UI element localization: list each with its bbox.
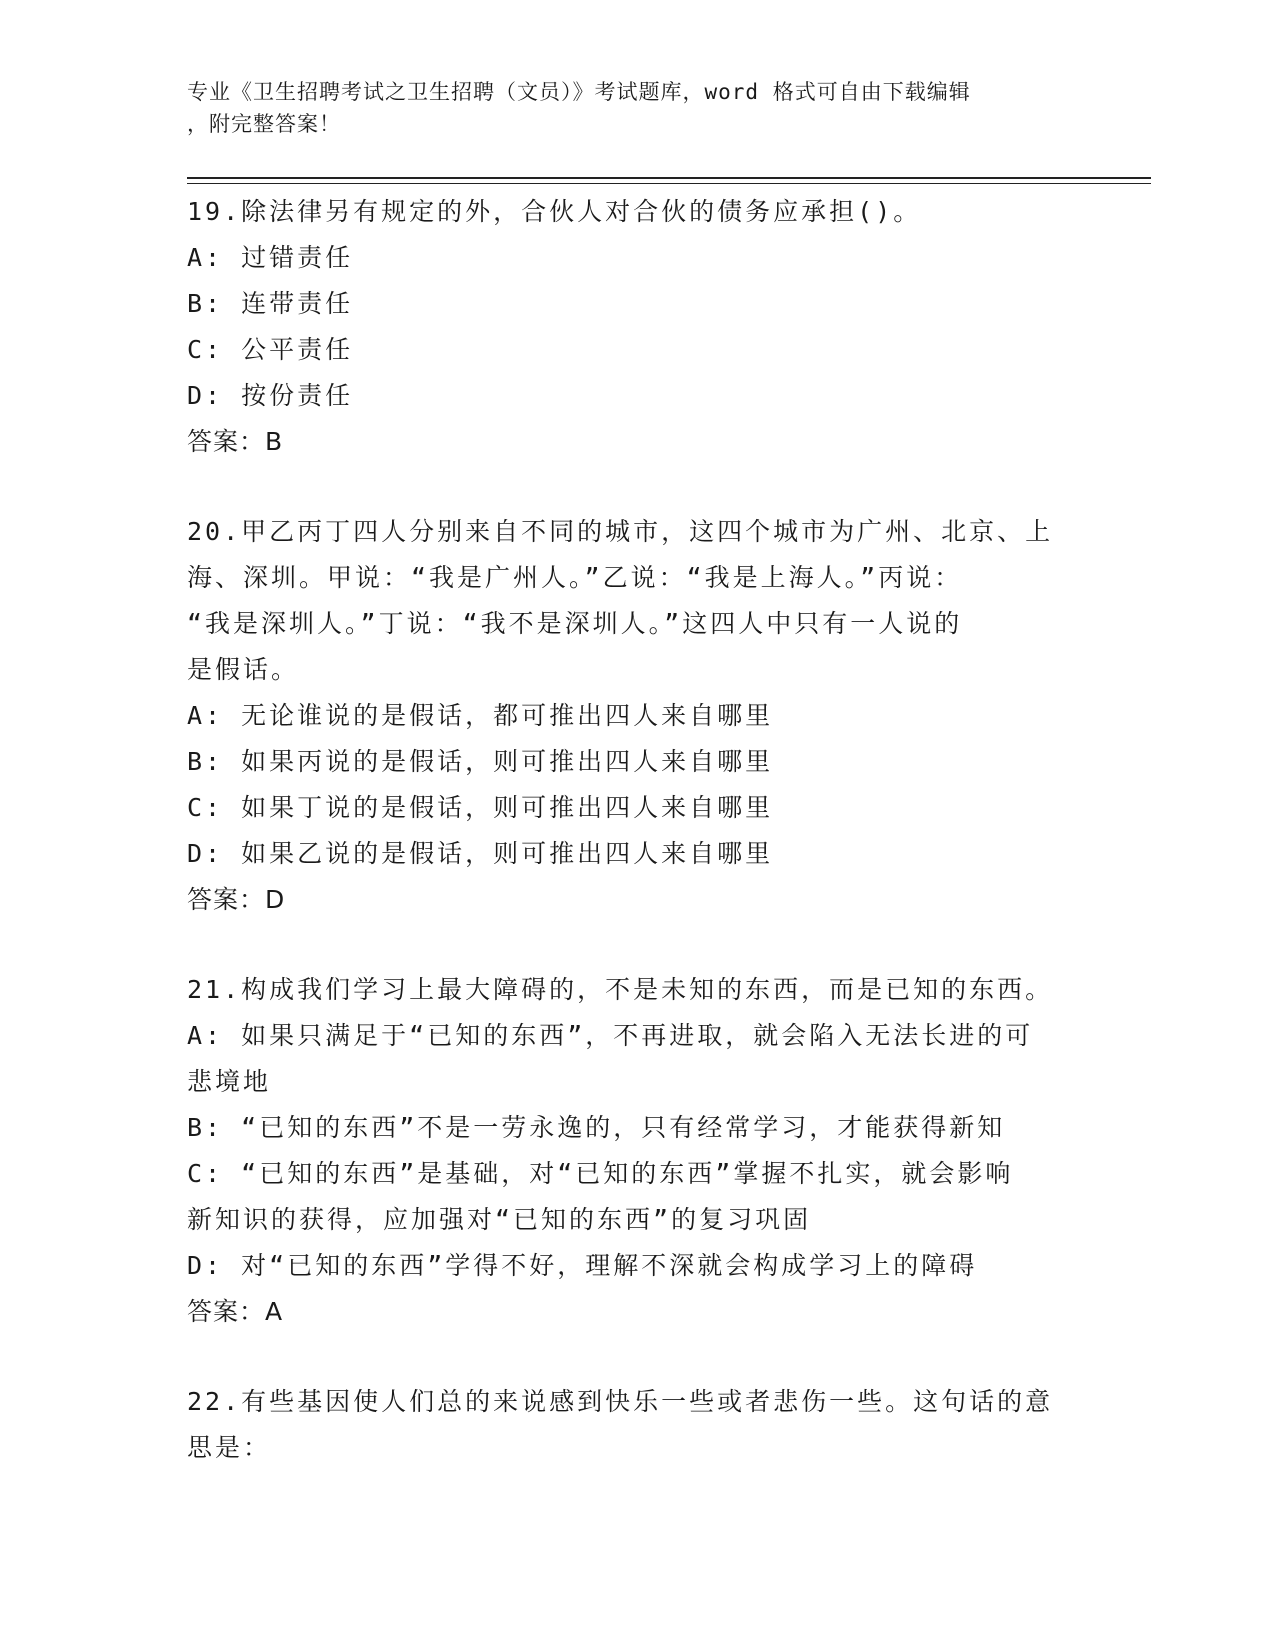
option-d: D: 对“已知的东西”学得不好，理解不深就会构成学习上的障碍 [187,1251,978,1280]
question-text: 海、深圳。甲说：“我是广州人。”乙说：“我是上海人。”丙说： [187,563,963,592]
option-a: A: 无论谁说的是假话，都可推出四人来自哪里 [187,701,774,730]
option-b: B: 连带责任 [187,289,354,318]
option-c: C: 公平责任 [187,335,354,364]
header-line-2: ，附完整答案！ [187,112,341,136]
question-text: 是假话。 [187,655,300,684]
answer-line: 答案：A [187,1297,284,1326]
answer-line: 答案：B [187,427,284,456]
option-d: D: 按份责任 [187,381,354,410]
option-a: A: 如果只满足于“已知的东西”，不再进取，就会陷入无法长进的可 [187,1021,1034,1050]
option-b: B: “已知的东西”不是一劳永逸的，只有经常学习，才能获得新知 [187,1113,1006,1142]
question-22 [187,1379,1087,1471]
question-20 [187,509,1087,923]
option-a-continued: 悲境地 [187,1067,272,1096]
option-c: C: “已知的东西”是基础，对“已知的东西”掌握不扎实，就会影响 [187,1159,1014,1188]
question-21 [187,967,1087,1335]
option-a: A: 过错责任 [187,243,354,272]
question-text: 19.除法律另有规定的外，合伙人对合伙的债务应承担()。 [187,197,922,226]
option-c: C: 如果丁说的是假话，则可推出四人来自哪里 [187,793,774,822]
header-line-1: 专业《卫生招聘考试之卫生招聘（文员）》考试题库，word 格式可自由下载编辑 [187,80,971,104]
header-divider-thick [187,177,1151,179]
question-text: 思是： [187,1433,272,1462]
option-d: D: 如果乙说的是假话，则可推出四人来自哪里 [187,839,774,868]
header-divider-thin [187,183,1151,184]
question-text: 20.甲乙丙丁四人分别来自不同的城市，这四个城市为广州、北京、上 [187,517,1054,546]
question-19 [187,189,1087,465]
question-text: 22.有些基因使人们总的来说感到快乐一些或者悲伤一些。这句话的意 [187,1387,1054,1416]
option-b: B: 如果丙说的是假话，则可推出四人来自哪里 [187,747,774,776]
answer-line: 答案：D [187,885,286,914]
document-header [187,76,1067,140]
question-list [187,189,1087,1515]
question-text: “我是深圳人。”丁说：“我不是深圳人。”这四人中只有一人说的 [187,609,963,638]
option-c-continued: 新知识的获得，应加强对“已知的东西”的复习巩固 [187,1205,812,1234]
question-text: 21.构成我们学习上最大障碍的，不是未知的东西，而是已知的东西。 [187,975,1054,1004]
